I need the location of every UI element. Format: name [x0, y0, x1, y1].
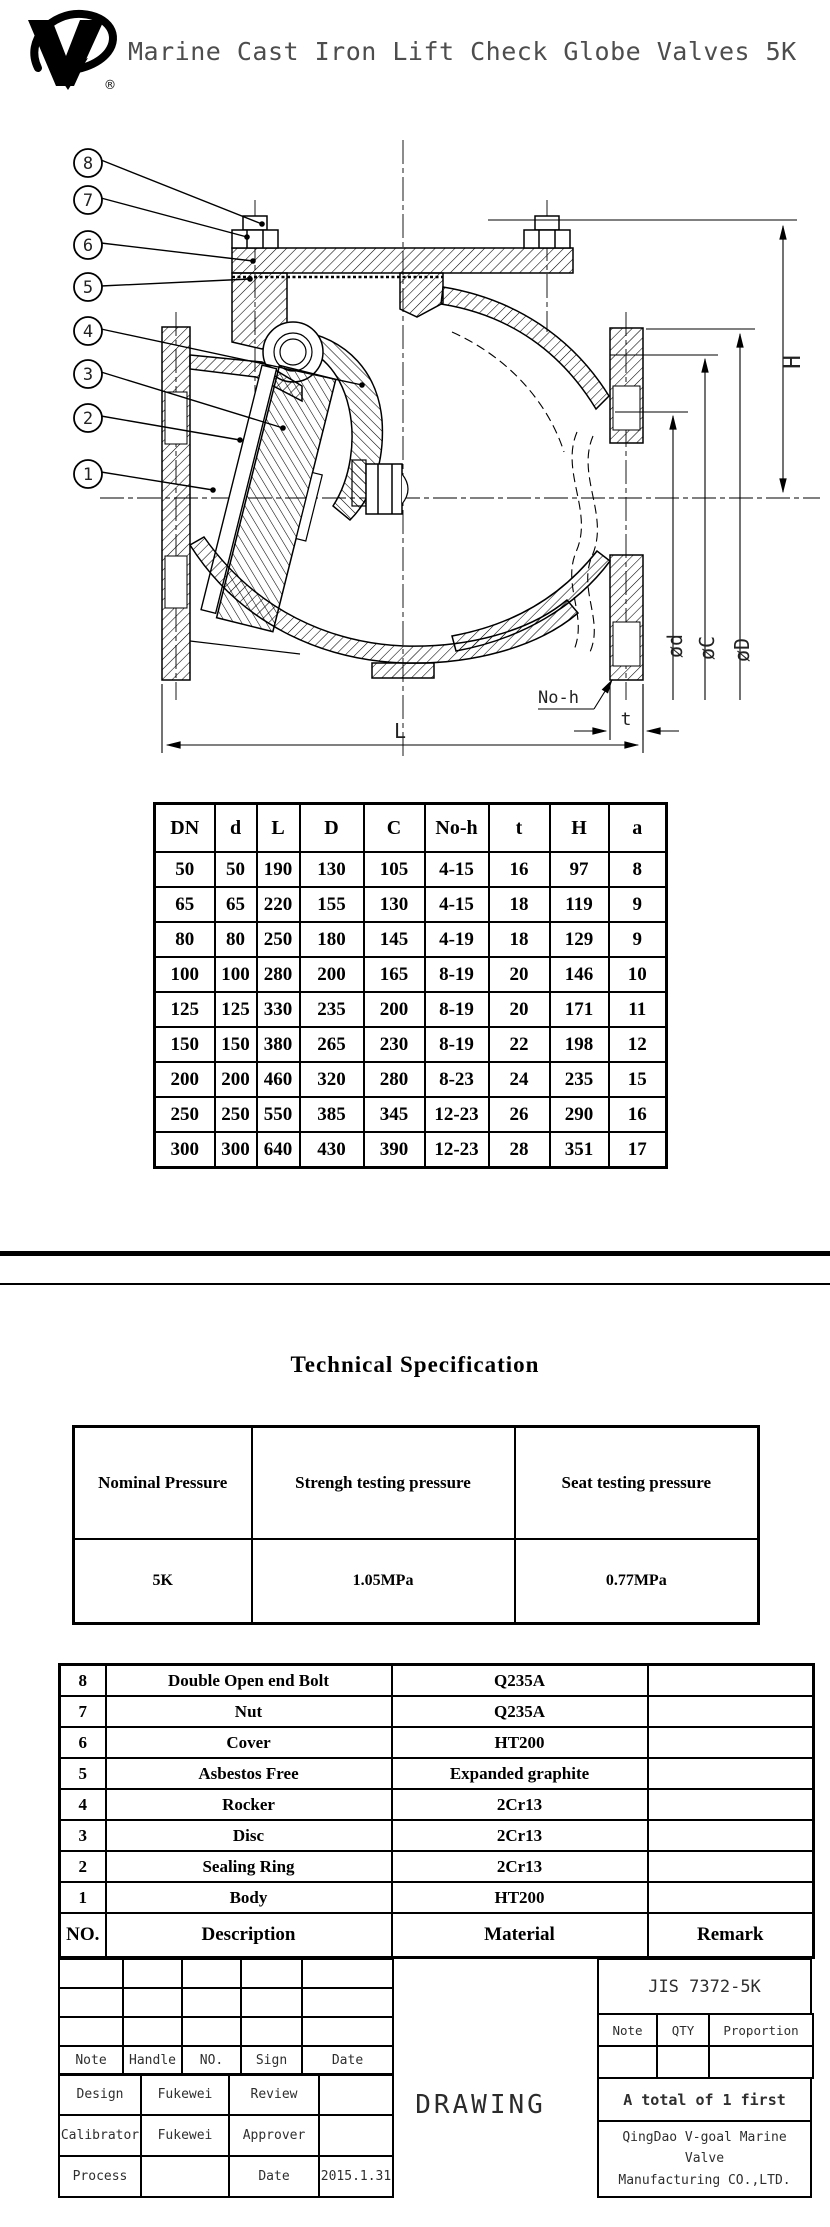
calibrator-name: Fukewei	[141, 2115, 229, 2156]
spec-value-strength-test: 1.05MPa	[252, 1539, 515, 1624]
table-cell: 12-23	[425, 1132, 489, 1168]
table-cell: 290	[550, 1097, 609, 1132]
header-row	[60, 1913, 814, 1958]
table-cell: 9	[609, 922, 667, 957]
table-cell: 320	[300, 1062, 364, 1097]
table-cell: Cover	[106, 1727, 392, 1758]
table-cell: Rocker	[106, 1789, 392, 1820]
approval-grid	[58, 2073, 394, 2198]
table-cell: 65	[215, 887, 257, 922]
table-cell: 50	[215, 852, 257, 887]
table-row	[155, 1062, 667, 1097]
company-name	[597, 2120, 812, 2198]
table-cell: 180	[300, 922, 364, 957]
date-value: 2015.1.31	[319, 2156, 393, 2197]
table-cell	[648, 1665, 814, 1697]
revision-col-note: Note	[59, 2046, 123, 2075]
table-row	[60, 1789, 814, 1820]
table-cell: 2Cr13	[392, 1851, 648, 1882]
dim-label-L: L	[393, 719, 407, 743]
approver-label: Approver	[229, 2115, 319, 2156]
callout-8: 8	[82, 154, 94, 174]
table-cell: 235	[550, 1062, 609, 1097]
cover-bolt-right	[524, 216, 570, 248]
table-cell: 8	[60, 1665, 106, 1697]
table-cell: 300	[215, 1132, 257, 1168]
table-cell: 129	[550, 922, 609, 957]
outlet-bolt-hole	[613, 622, 640, 666]
dim-label-oD: øD	[730, 637, 754, 663]
process-label: Process	[59, 2156, 141, 2197]
callout-7: 7	[82, 191, 94, 211]
table-cell: 1	[60, 1882, 106, 1913]
review-label: Review	[229, 2074, 319, 2115]
spec-value-nominal-pressure: 5K	[74, 1539, 252, 1624]
table-cell: 15	[609, 1062, 667, 1097]
table-cell: 65	[155, 887, 215, 922]
table-row	[155, 852, 667, 887]
dim-label-t: t	[620, 709, 632, 730]
approval-row-process	[59, 2156, 393, 2197]
valve-body-section	[162, 216, 643, 680]
table-cell: 28	[489, 1132, 550, 1168]
page-title: Marine Cast Iron Lift Check Globe Valves 5K	[128, 37, 797, 66]
table-cell: 12-23	[425, 1097, 489, 1132]
table-cell: Remark	[648, 1913, 814, 1958]
table-cell: 200	[300, 957, 364, 992]
table-cell: 230	[364, 1027, 425, 1062]
table-row	[155, 1132, 667, 1168]
dimension-table	[153, 802, 668, 1169]
table-cell: 125	[155, 992, 215, 1027]
approval-row-design	[59, 2074, 393, 2115]
table-cell: 18	[489, 887, 550, 922]
table-cell: 100	[155, 957, 215, 992]
table-cell: 165	[364, 957, 425, 992]
callout-3: 3	[82, 365, 94, 385]
table-cell: 20	[489, 957, 550, 992]
table-cell: Sealing Ring	[106, 1851, 392, 1882]
table-cell: 80	[155, 922, 215, 957]
table-row	[60, 1820, 814, 1851]
qty-header-row	[598, 2014, 813, 2046]
table-cell: Description	[106, 1913, 392, 1958]
sheet-total-note: A total of 1 first	[597, 2077, 812, 2122]
table-cell: 6	[60, 1727, 106, 1758]
table-cell	[648, 1696, 814, 1727]
table-row	[155, 957, 667, 992]
table-cell	[648, 1851, 814, 1882]
registered-mark: ®	[105, 76, 115, 94]
dim-label-H: H	[780, 355, 806, 369]
header-row	[155, 804, 667, 853]
callout-2: 2	[82, 409, 94, 429]
table-cell: 200	[364, 992, 425, 1027]
spec-table	[72, 1425, 760, 1625]
spec-section-title: Technical Specification	[290, 1352, 540, 1377]
table-row	[155, 1027, 667, 1062]
outlet-shell-upper	[441, 287, 609, 409]
table-row	[155, 992, 667, 1027]
table-cell: 146	[550, 957, 609, 992]
callout-5: 5	[82, 278, 94, 298]
outlet-bolt-hole	[613, 386, 640, 430]
qty-col-qty: QTY	[657, 2014, 709, 2046]
revision-col-sign: Sign	[241, 2046, 302, 2075]
cover-section	[232, 248, 573, 273]
table-cell: 430	[300, 1132, 364, 1168]
table-cell: 130	[364, 887, 425, 922]
table-cell: H	[550, 804, 609, 853]
table-cell: Expanded graphite	[392, 1758, 648, 1789]
spec-col-nominal-pressure: Nominal Pressure	[74, 1427, 252, 1540]
table-row	[60, 1665, 814, 1697]
bottom-boss	[372, 663, 434, 678]
table-cell: 171	[550, 992, 609, 1027]
table-cell: 8-19	[425, 1027, 489, 1062]
table-row	[155, 887, 667, 922]
callout-6: 6	[82, 236, 94, 256]
callout-1: 1	[82, 465, 94, 485]
table-cell: a	[609, 804, 667, 853]
table-cell: 130	[300, 852, 364, 887]
callout-4: 4	[82, 322, 94, 342]
table-cell: 550	[257, 1097, 300, 1132]
table-cell: 11	[609, 992, 667, 1027]
table-cell: 250	[257, 922, 300, 957]
table-row	[155, 922, 667, 957]
revision-col-date: Date	[302, 2046, 393, 2075]
table-cell: Disc	[106, 1820, 392, 1851]
table-cell: Nut	[106, 1696, 392, 1727]
table-row	[60, 1727, 814, 1758]
table-row	[60, 1851, 814, 1882]
table-cell	[648, 1758, 814, 1789]
table-cell: D	[300, 804, 364, 853]
table-row	[155, 1097, 667, 1132]
table-cell: 8-19	[425, 992, 489, 1027]
process-name	[141, 2156, 229, 2197]
dim-label-od: ød	[663, 633, 687, 659]
spec-value-row	[74, 1539, 759, 1624]
design-name: Fukewei	[141, 2074, 229, 2115]
table-cell: 8	[609, 852, 667, 887]
table-cell: 24	[489, 1062, 550, 1097]
table-cell: 280	[257, 957, 300, 992]
centerlines	[100, 140, 820, 757]
table-cell: 4-15	[425, 887, 489, 922]
revision-empty-row	[59, 1959, 393, 1988]
table-cell: 10	[609, 957, 667, 992]
table-cell: 4-19	[425, 922, 489, 957]
valve-section-drawing	[0, 95, 830, 763]
table-cell	[648, 1882, 814, 1913]
table-cell: 17	[609, 1132, 667, 1168]
table-cell: Body	[106, 1882, 392, 1913]
table-cell: 4	[60, 1789, 106, 1820]
table-cell: 250	[155, 1097, 215, 1132]
table-cell: 380	[257, 1027, 300, 1062]
table-cell: 150	[215, 1027, 257, 1062]
table-cell: 3	[60, 1820, 106, 1851]
table-cell: 385	[300, 1097, 364, 1132]
revision-empty-row	[59, 1988, 393, 2017]
revision-grid	[58, 1958, 394, 2076]
parts-table	[58, 1663, 815, 1959]
table-cell: 8-23	[425, 1062, 489, 1097]
spec-value-seat-test: 0.77MPa	[515, 1539, 759, 1624]
table-cell: 100	[215, 957, 257, 992]
table-cell: 22	[489, 1027, 550, 1062]
table-cell: 640	[257, 1132, 300, 1168]
table-cell	[648, 1820, 814, 1851]
date-label: Date	[229, 2156, 319, 2197]
table-cell: 460	[257, 1062, 300, 1097]
table-cell: Q235A	[392, 1665, 648, 1697]
bonnet-neck-right	[400, 273, 443, 317]
table-cell	[648, 1789, 814, 1820]
qty-col-proportion: Proportion	[709, 2014, 813, 2046]
table-cell: 345	[364, 1097, 425, 1132]
dim-label-noh: No-h	[538, 688, 579, 708]
table-cell: Double Open end Bolt	[106, 1665, 392, 1697]
table-cell: 265	[300, 1027, 364, 1062]
company-line-1: QingDao V-goal Marine Valve	[622, 2129, 787, 2167]
table-cell: 125	[215, 992, 257, 1027]
design-label: Design	[59, 2074, 141, 2115]
table-cell: NO.	[60, 1913, 106, 1958]
disc-nut	[352, 460, 408, 514]
table-cell	[648, 1727, 814, 1758]
approval-row-calibrator	[59, 2115, 393, 2156]
table-cell: HT200	[392, 1727, 648, 1758]
table-cell: No-h	[425, 804, 489, 853]
vgoal-logo-icon	[22, 6, 122, 94]
revision-col-handle: Handle	[123, 2046, 182, 2075]
table-cell: 2	[60, 1851, 106, 1882]
thick-rule	[0, 1251, 830, 1256]
qty-col-note: Note	[598, 2014, 657, 2046]
table-cell: 8-19	[425, 957, 489, 992]
qty-empty-row	[598, 2046, 813, 2078]
table-cell: DN	[155, 804, 215, 853]
approver-name	[319, 2115, 393, 2156]
table-cell: 150	[155, 1027, 215, 1062]
table-cell: 155	[300, 887, 364, 922]
spec-header-row	[74, 1427, 759, 1540]
revision-empty-row	[59, 2017, 393, 2046]
table-cell: HT200	[392, 1882, 648, 1913]
table-cell: 26	[489, 1097, 550, 1132]
table-row	[60, 1882, 814, 1913]
table-cell: 50	[155, 852, 215, 887]
table-cell: 16	[609, 1097, 667, 1132]
table-cell: 330	[257, 992, 300, 1027]
table-cell: 97	[550, 852, 609, 887]
table-cell: 300	[155, 1132, 215, 1168]
table-row	[60, 1696, 814, 1727]
table-cell: 2Cr13	[392, 1820, 648, 1851]
table-cell: 2Cr13	[392, 1789, 648, 1820]
table-cell: Material	[392, 1913, 648, 1958]
table-cell: t	[489, 804, 550, 853]
calibrator-label: Calibrator	[59, 2115, 141, 2156]
table-cell: 16	[489, 852, 550, 887]
table-cell: 200	[155, 1062, 215, 1097]
table-cell: 5	[60, 1758, 106, 1789]
review-name	[319, 2074, 393, 2115]
spec-col-seat-test: Seat testing pressure	[515, 1427, 759, 1540]
standard-number: JIS 7372-5K	[597, 1958, 812, 2015]
table-cell: 280	[364, 1062, 425, 1097]
table-cell: 351	[550, 1132, 609, 1168]
dim-label-oC: øC	[695, 635, 719, 661]
revision-col-no: NO.	[182, 2046, 241, 2075]
inlet-bolt-hole	[165, 556, 187, 608]
thin-rule	[0, 1283, 830, 1285]
table-cell: 198	[550, 1027, 609, 1062]
table-cell: Q235A	[392, 1696, 648, 1727]
table-cell: 200	[215, 1062, 257, 1097]
drawing-label: DRAWING	[415, 2090, 546, 2120]
table-cell: 4-15	[425, 852, 489, 887]
table-cell: 7	[60, 1696, 106, 1727]
table-cell: 9	[609, 887, 667, 922]
table-cell: Asbestos Free	[106, 1758, 392, 1789]
table-row	[60, 1758, 814, 1789]
table-cell: d	[215, 804, 257, 853]
table-cell: 18	[489, 922, 550, 957]
table-cell: 235	[300, 992, 364, 1027]
table-cell: 145	[364, 922, 425, 957]
inlet-flange-section	[162, 327, 190, 680]
table-cell: 190	[257, 852, 300, 887]
table-cell: 12	[609, 1027, 667, 1062]
table-cell: 80	[215, 922, 257, 957]
table-cell: 390	[364, 1132, 425, 1168]
table-cell: 105	[364, 852, 425, 887]
company-line-2: Manufacturing CO.,LTD.	[618, 2172, 791, 2188]
table-cell: L	[257, 804, 300, 853]
revision-header-row	[59, 2046, 393, 2075]
callouts	[74, 149, 365, 493]
table-cell: 119	[550, 887, 609, 922]
qty-grid	[597, 2013, 814, 2079]
spec-col-strength-test: Strengh testing pressure	[252, 1427, 515, 1540]
inlet-bolt-hole	[165, 392, 187, 444]
table-cell: 20	[489, 992, 550, 1027]
table-cell: 250	[215, 1097, 257, 1132]
table-cell: 220	[257, 887, 300, 922]
table-cell: C	[364, 804, 425, 853]
